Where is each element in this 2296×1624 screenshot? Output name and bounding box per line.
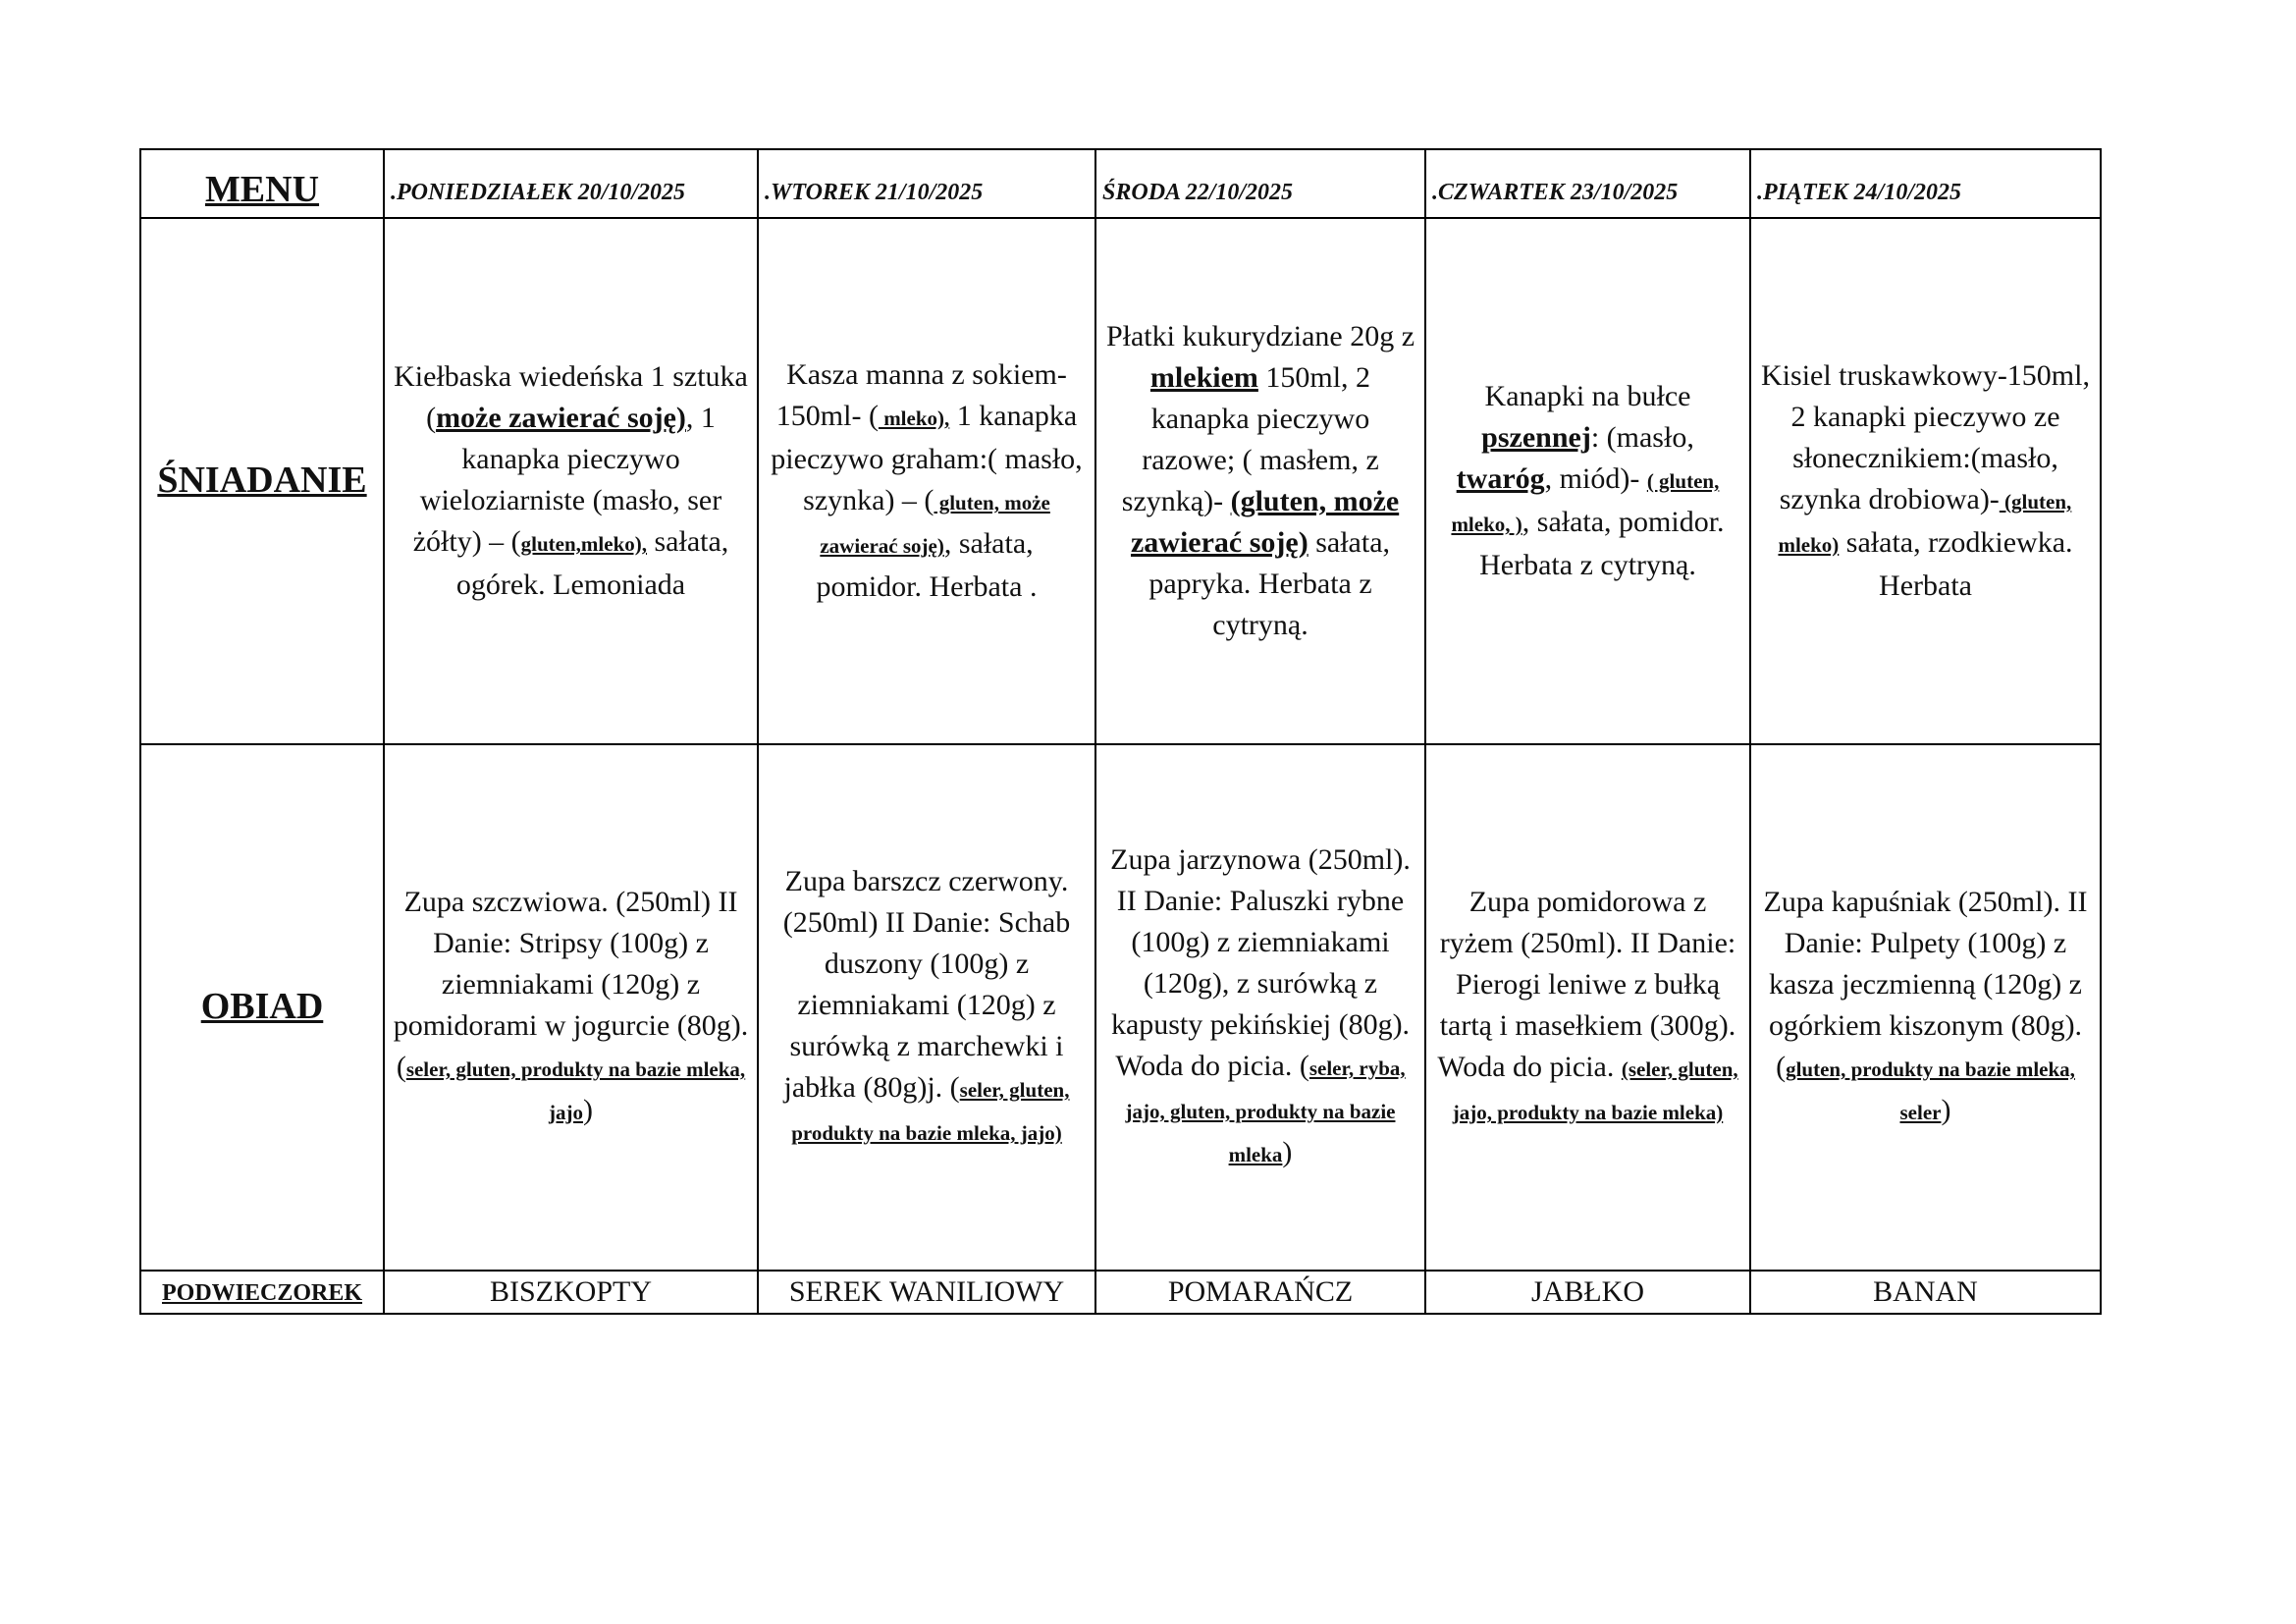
menu-header-cell — [140, 149, 384, 218]
breakfast-cell-tuesday — [758, 218, 1095, 744]
allergen-note: (gluten, może zawierać soję) — [1130, 485, 1400, 559]
snack-cell-thursday: JABŁKO — [1425, 1271, 1750, 1314]
day-label: .PIĄTEK 24/10/2025 — [1757, 180, 1962, 205]
allergen-note: ( gluten, mleko, ) — [1451, 469, 1720, 536]
breakfast-row — [140, 218, 2101, 744]
allergen-note: twaróg — [1456, 462, 1545, 495]
day-header-monday — [384, 149, 758, 218]
menu-text: Zupa barszcz czerwony. (250ml) II Danie: Schab duszony (100g) z ziemniakami (120g) z surówką z marchewki i jabłka (80g)j. ( — [782, 865, 1071, 1104]
menu-title: MENU — [204, 169, 320, 210]
breakfast-cell-monday — [384, 218, 758, 744]
menu-text: sałata, ogórek. Lemoniada — [455, 525, 729, 601]
header-row — [140, 149, 2101, 218]
snack-label: PODWIECZOREK — [161, 1280, 363, 1306]
breakfast-cell-wednesday — [1095, 218, 1425, 744]
menu-text: ) — [1282, 1136, 1293, 1168]
weekly-menu-table — [139, 148, 2102, 1315]
lunch-label: OBIAD — [200, 985, 324, 1027]
lunch-cell-tuesday — [758, 744, 1095, 1271]
allergen-note: gluten,mleko), — [520, 532, 647, 556]
lunch-cell-monday — [384, 744, 758, 1271]
lunch-row — [140, 744, 2101, 1271]
allergen-note: seler, gluten, produkty na bazie mleka, jajo — [405, 1057, 746, 1124]
menu-text: Zupa pomidorowa z ryżem (250ml). II Danie: Pierogi leniwe z bułką tartą i masełkiem (300g). Woda do picia. — [1437, 886, 1736, 1083]
snack-cell-tuesday: SEREK WANILIOWY — [758, 1271, 1095, 1314]
allergen-note: pszennej — [1481, 421, 1591, 454]
menu-text: ) — [1941, 1094, 1951, 1126]
allergen-note: seler, gluten, produkty na bazie mleka, jajo) — [791, 1078, 1070, 1145]
menu-text: Płatki kukurydziane 20g z — [1105, 320, 1415, 352]
menu-text: ) — [583, 1094, 593, 1126]
menu-text: 150ml, 2 kanapka pieczywo razowe; ( masłem, z szynką)- — [1121, 361, 1379, 517]
day-label: .PONIEDZIAŁEK 20/10/2025 — [391, 180, 686, 205]
menu-text: , 1 kanapka pieczywo wieloziarniste (masło, ser żółty) – ( — [412, 402, 722, 558]
snack-label-cell — [140, 1271, 384, 1314]
allergen-note: (seler, gluten, jajo, produkty na bazie mleka) — [1452, 1057, 1738, 1124]
menu-text: Zupa szczwiowa. (250ml) II Danie: Stripsy (100g) z ziemniakami (120g) z pomidorami w jogurcie (80g). ( — [393, 886, 749, 1083]
allergen-note: gluten, produkty na bazie mleka, seler — [1786, 1057, 2075, 1124]
day-label: ŚRODA 22/10/2025 — [1102, 180, 1294, 205]
lunch-label-cell — [140, 744, 384, 1271]
snack-cell-friday: BANAN — [1750, 1271, 2101, 1314]
snack-cell-monday: BISZKOPTY — [384, 1271, 758, 1314]
menu-text: Kisiel truskawkowy-150ml, 2 kanapki pieczywo ze słonecznikiem:(masło, szynka drobiowa)- — [1761, 359, 2090, 515]
day-header-tuesday — [758, 149, 1095, 218]
day-header-wednesday — [1095, 149, 1425, 218]
allergen-note: może zawierać soję) — [436, 402, 686, 434]
snack-cell-wednesday: POMARAŃCZ — [1095, 1271, 1425, 1314]
day-label: .CZWARTEK 23/10/2025 — [1432, 180, 1679, 205]
allergen-note: seler, ryba, jajo, gluten, produkty na bazie mleka — [1125, 1056, 1406, 1166]
menu-text: 1 kanapka pieczywo graham:( masło, szynka) – ( — [771, 400, 1083, 516]
allergen-note: mlekiem — [1149, 361, 1258, 394]
breakfast-label: ŚNIADANIE — [157, 459, 367, 501]
lunch-cell-wednesday — [1095, 744, 1425, 1271]
lunch-cell-friday — [1750, 744, 2101, 1271]
menu-text: : (masło, — [1590, 421, 1694, 454]
menu-text: Kasza manna z sokiem-150ml- ( — [775, 358, 1067, 432]
menu-text: Zupa jarzynowa (250ml). II Danie: Paluszki rybne (100g) z ziemniakami (120g), z surówką z kapusty pekińskiej (80g). Woda do picia. ( — [1110, 843, 1411, 1082]
breakfast-cell-thursday — [1425, 218, 1750, 744]
breakfast-cell-friday — [1750, 218, 2101, 744]
snack-row — [140, 1271, 2101, 1314]
lunch-cell-thursday — [1425, 744, 1750, 1271]
menu-text: , sałata, pomidor. Herbata z cytryną. — [1479, 506, 1725, 581]
day-header-friday — [1750, 149, 2101, 218]
allergen-note: (gluten, mleko) — [1778, 490, 2072, 557]
allergen-note: gluten, może zawierać soję) — [820, 491, 1050, 558]
menu-text: Zupa kapuśniak (250ml). II Danie: Pulpety (100g) z kasza jeczmienną (120g) z ogórkiem kiszonym (80g). ( — [1763, 886, 2088, 1083]
menu-text: Kiełbaska wiedeńska 1 sztuka ( — [394, 360, 748, 434]
allergen-note: mleko), — [878, 406, 950, 430]
day-label: .WTOREK 21/10/2025 — [765, 180, 984, 205]
menu-text: sałata, rzodkiewka. Herbata — [1839, 526, 2073, 602]
menu-text: Kanapki na bułce — [1484, 380, 1691, 412]
menu-text: sałata, papryka. Herbata z cytryną. — [1148, 526, 1391, 641]
menu-text: , sałata, pomidor. Herbata . — [816, 527, 1038, 603]
breakfast-label-cell — [140, 218, 384, 744]
day-header-thursday — [1425, 149, 1750, 218]
menu-text: , miód)- — [1544, 462, 1647, 495]
